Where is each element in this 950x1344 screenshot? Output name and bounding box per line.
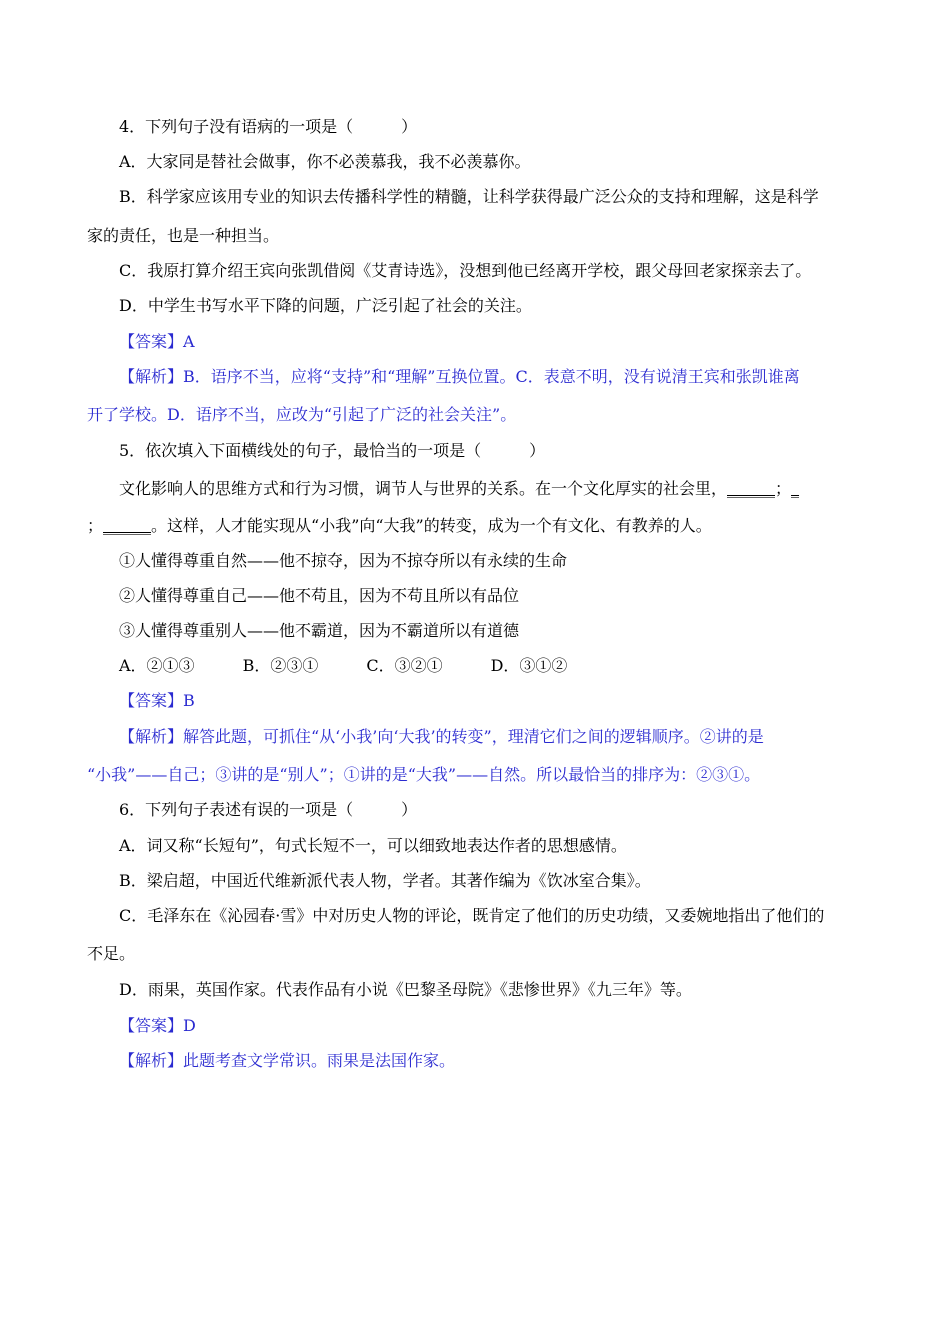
- question-5-option-c: C．③②①: [366, 656, 443, 675]
- question-6-option-c-line2: 不足。: [87, 944, 136, 963]
- blank-separator: ；: [775, 479, 792, 498]
- question-4-option-b-line2: 家的责任，也是一种担当。: [87, 226, 280, 245]
- question-5-stem: 5．依次填入下面横线处的句子，最恰当的一项是（ ）: [119, 441, 546, 460]
- question-5-option-d: D．③①②: [490, 656, 568, 675]
- question-5-analysis-line2: “小我”——自己；③讲的是“别人”；①讲的是“大我”——自然。所以最恰当的排序为：②③①。: [87, 765, 761, 784]
- fill-blank-1: ______: [727, 479, 776, 498]
- question-5-item-2: ②人懂得尊重自己——他不苟且，因为不苟且所以有品位: [119, 586, 520, 605]
- question-4-option-b-line1: B．科学家应该用专业的知识去传播科学性的精髓，让科学获得最广泛公众的支持和理解，这是科学: [119, 187, 819, 206]
- question-6-option-c-line1: C．毛泽东在《沁园春·雪》中对历史人物的评论，既肯定了他们的历史功绩，又委婉地指出了他们的: [119, 906, 825, 925]
- question-5-option-b: B．②③①: [242, 656, 319, 675]
- question-5-answer: 【答案】B: [119, 691, 195, 710]
- question-4-option-d: D．中学生书写水平下降的问题，广泛引起了社会的关注。: [119, 296, 532, 315]
- question-6-option-b: B．梁启超，中国近代维新派代表人物，学者。其著作编为《饮冰室合集》。: [119, 871, 651, 890]
- question-4-analysis-line1: 【解析】B．语序不当，应将“支持”和“理解”互换位置。C．表意不明，没有说清王宾和张凯谁离: [119, 367, 800, 386]
- question-4-analysis-line2: 开了学校。D．语序不当，应改为“引起了广泛的社会关注”。: [87, 405, 517, 424]
- question-4-option-c: C．我原打算介绍王宾向张凯借阅《艾青诗选》，没想到他已经离开学校，跟父母回老家探亲去了。: [119, 261, 812, 280]
- question-6-option-d: D．雨果，英国作家。代表作品有小说《巴黎圣母院》《悲惨世界》《九三年》等。: [119, 980, 692, 999]
- question-6-option-a: A．词又称“长短句”，句式长短不一，可以细致地表达作者的思想感情。: [119, 836, 627, 855]
- question-4-option-a: A．大家同是替社会做事，你不必羡慕我，我不必羡慕你。: [119, 152, 531, 171]
- question-6-stem: 6．下列句子表述有误的一项是（ ）: [119, 800, 418, 819]
- question-4-stem: 4．下列句子没有语病的一项是（ ）: [119, 117, 418, 136]
- question-5-item-1: ①人懂得尊重自然——他不掠夺，因为不掠夺所以有永续的生命: [119, 551, 568, 570]
- question-5-passage-line2: [87, 516, 867, 536]
- question-5-options: [119, 656, 867, 676]
- question-6-answer: 【答案】D: [119, 1016, 196, 1035]
- question-5-option-a: A．②①③: [119, 656, 195, 675]
- passage-text: 。这样，人才能实现从“小我”向“大我”的转变，成为一个有文化、有教养的人。: [151, 516, 712, 535]
- question-5-analysis-line1: 【解析】解答此题，可抓住“从‘小我’向‘大我’的转变”，理清它们之间的逻辑顺序。②讲的是: [119, 727, 764, 746]
- question-5-passage-line1: [119, 479, 867, 499]
- question-4-answer: 【答案】A: [119, 332, 195, 351]
- blank-separator: ；: [87, 516, 104, 535]
- fill-blank-2: _: [791, 479, 800, 498]
- question-6-analysis: 【解析】此题考查文学常识。雨果是法国作家。: [119, 1051, 456, 1070]
- passage-text: 文化影响人的思维方式和行为习惯，调节人与世界的关系。在一个文化厚实的社会里，: [119, 479, 728, 498]
- fill-blank-3: ______: [103, 516, 152, 535]
- question-5-item-3: ③人懂得尊重别人——他不霸道，因为不霸道所以有道德: [119, 621, 520, 640]
